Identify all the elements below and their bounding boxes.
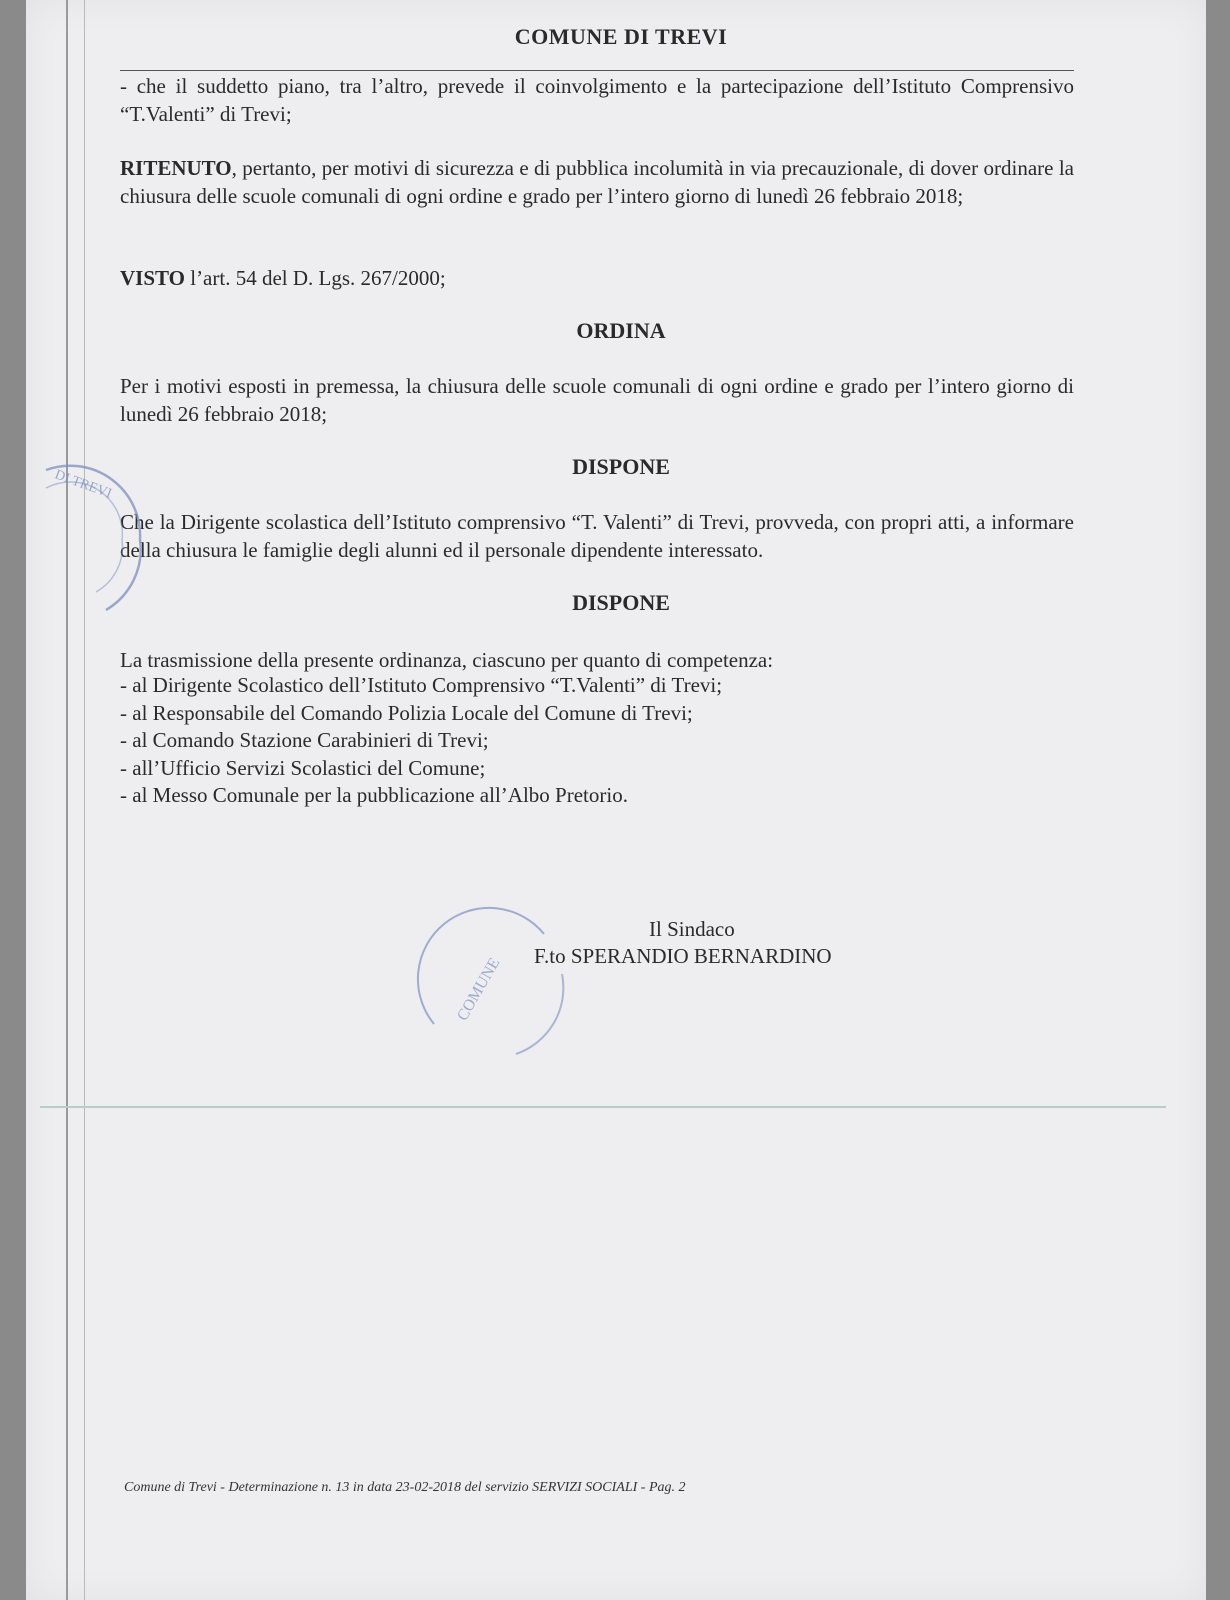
signature-role: Il Sindaco <box>649 917 735 941</box>
ritenuto-label: RITENUTO <box>120 156 232 180</box>
document-sheet <box>26 0 1206 1600</box>
list-item: - all’Ufficio Servizi Scolastici del Comune; <box>120 755 486 780</box>
scan-margin-line-secondary <box>84 0 85 1600</box>
intro-clause: - che il suddetto piano, tra l’altro, prevede il coinvolgimento e la partecipazione dell’Istituto Comprensivo “T.Valenti” di Trevi; <box>120 74 1074 126</box>
visto-label: VISTO <box>120 266 185 290</box>
dispone-heading-2: DISPONE <box>572 590 670 615</box>
scan-margin-line <box>66 0 68 1600</box>
scan-divider-line <box>40 1106 1166 1108</box>
visto-paragraph <box>120 264 1074 292</box>
ritenuto-text: , pertanto, per motivi di sicurezza e di pubblica incolumità in via precauzionale, di dover ordinare la chiusura delle scuole comunali di ogni ordine e grado per l’intero giorno di lunedì 26 febbraio 2018; <box>120 156 1074 208</box>
signature-block <box>534 916 832 970</box>
document-header-title: COMUNE DI TREVI <box>514 24 728 49</box>
signature-name: F.to SPERANDIO BERNARDINO <box>534 944 832 968</box>
list-item: - al Responsabile del Comando Polizia Locale del Comune di Trevi; <box>120 700 693 725</box>
visto-text: l’art. 54 del D. Lgs. 267/2000; <box>184 266 446 290</box>
ritenuto-paragraph <box>120 154 1074 210</box>
ordina-paragraph: Per i motivi esposti in premessa, la chiusura delle scuole comunali di ogni ordine e grado per l’intero giorno di lunedì 26 febbraio 2018; <box>120 374 1074 426</box>
recipients-list <box>120 672 1074 810</box>
dispone-heading-1: DISPONE <box>572 454 670 479</box>
list-item: - al Dirigente Scolastico dell’Istituto Comprensivo “T.Valenti” di Trevi; <box>120 673 723 697</box>
ordina-heading: ORDINA <box>576 318 666 343</box>
page-footer: Comune di Trevi - Determinazione n. 13 in data 23-02-2018 del servizio SERVIZI SOCIALI - Pag. 2 <box>124 1480 686 1495</box>
list-item: - al Messo Comunale per la pubblicazione all’Albo Pretorio. <box>120 783 628 807</box>
dispone-intro-2: La trasmissione della presente ordinanza, ciascuno per quanto di competenza: <box>120 648 774 672</box>
dispone-paragraph-1: Che la Dirigente scolastica dell’Istituto comprensivo “T. Valenti” di Trevi, provveda, con propri atti, a informare della chiusura le famiglie degli alunni ed il personale dipendente interessato. <box>120 510 1074 562</box>
header-divider <box>120 70 1074 71</box>
list-item: - al Comando Stazione Carabinieri di Trevi; <box>120 728 489 752</box>
stamp-center-text: COMUNE <box>454 955 504 1024</box>
stamp-left-text: DI TREVI <box>52 467 114 502</box>
